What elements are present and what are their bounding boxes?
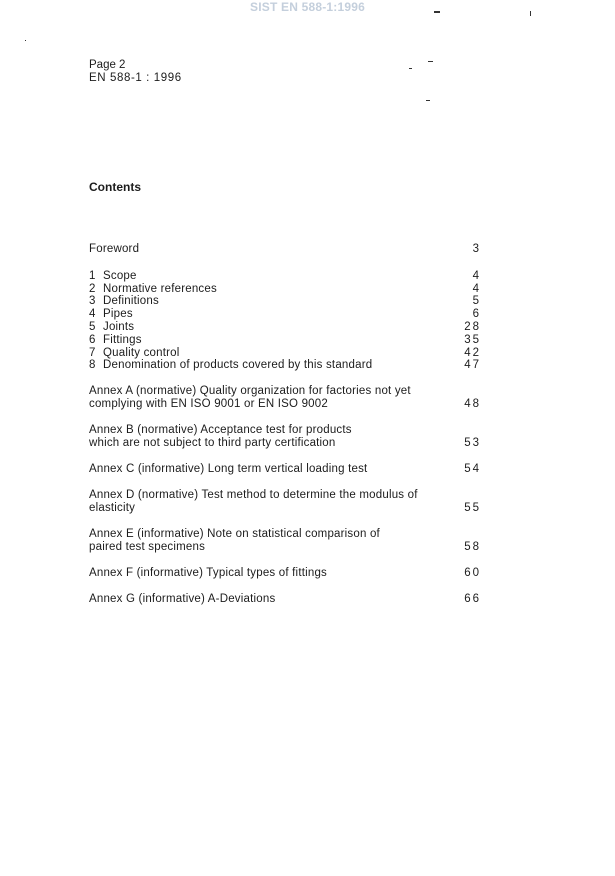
toc-entry-label: Normative references bbox=[103, 282, 217, 295]
toc-page-number: 5 bbox=[472, 295, 481, 308]
clause-number: 1 bbox=[89, 269, 96, 282]
clause-number: 4 bbox=[89, 308, 96, 321]
annex-title: Annex A (normative) Quality organization for factories not yet bbox=[89, 385, 411, 398]
standard-reference: EN 588-1 : 1996 bbox=[89, 72, 182, 84]
annex-title: Annex B (normative) Acceptance test for products bbox=[89, 424, 352, 437]
toc-entry-label: Scope bbox=[103, 269, 137, 282]
toc-annex-g[interactable] bbox=[89, 593, 479, 606]
page-header bbox=[89, 59, 182, 85]
toc-clause[interactable] bbox=[89, 308, 479, 321]
annex-title-continued: complying with EN ISO 9001 or EN ISO 9002 bbox=[89, 398, 328, 411]
toc-annex-e[interactable] bbox=[89, 528, 479, 554]
toc-annex-a[interactable] bbox=[89, 385, 479, 411]
scan-speck bbox=[428, 61, 433, 62]
toc-page-number: 55 bbox=[464, 502, 481, 515]
toc-entry-label: Denomination of products covered by this standard bbox=[103, 359, 373, 372]
toc-foreword[interactable] bbox=[89, 243, 479, 256]
annex-title: Annex G (informative) A-Deviations bbox=[89, 593, 276, 606]
scan-speck bbox=[426, 100, 430, 101]
toc-page-number: 4 bbox=[472, 282, 481, 295]
toc-clause[interactable] bbox=[89, 359, 479, 372]
toc-page-number: 6 bbox=[472, 308, 481, 321]
toc-page-number: 28 bbox=[464, 320, 481, 333]
toc-annex-b[interactable] bbox=[89, 424, 479, 450]
toc-page-number: 47 bbox=[464, 359, 481, 372]
toc-clause[interactable] bbox=[89, 270, 479, 283]
toc-clause[interactable] bbox=[89, 347, 479, 360]
toc-page-number: 35 bbox=[464, 333, 481, 346]
toc-clause[interactable] bbox=[89, 334, 479, 347]
toc-clause[interactable] bbox=[89, 295, 479, 308]
toc-page-number: 53 bbox=[464, 437, 481, 450]
toc-entry-label: Definitions bbox=[103, 295, 159, 308]
watermark: SIST EN 588-1:1996 bbox=[250, 0, 365, 14]
table-of-contents bbox=[89, 243, 479, 606]
annex-title: Annex E (informative) Note on statistical comparison of bbox=[89, 528, 380, 541]
toc-clause[interactable] bbox=[89, 321, 479, 334]
toc-page-number: 54 bbox=[464, 463, 481, 476]
contents-heading: Contents bbox=[89, 180, 141, 194]
toc-annex-f[interactable] bbox=[89, 567, 479, 580]
annex-title-continued: which are not subject to third party certification bbox=[89, 437, 336, 450]
annex-title-continued: elasticity bbox=[89, 502, 136, 515]
toc-page-number: 3 bbox=[472, 243, 481, 255]
clause-number: 2 bbox=[89, 282, 96, 295]
toc-page-number: 42 bbox=[464, 346, 481, 359]
clause-number: 8 bbox=[89, 359, 96, 372]
clause-number: 3 bbox=[89, 295, 96, 308]
toc-entry-label: Fittings bbox=[103, 333, 142, 346]
scan-speck bbox=[409, 68, 412, 69]
annex-title-continued: paired test specimens bbox=[89, 541, 206, 554]
toc-annex-c[interactable] bbox=[89, 463, 479, 476]
clause-number: 5 bbox=[89, 320, 96, 333]
toc-page-number: 60 bbox=[464, 567, 481, 580]
toc-entry-label: Pipes bbox=[103, 308, 133, 321]
toc-annex-d[interactable] bbox=[89, 489, 479, 515]
toc-page-number: 58 bbox=[464, 541, 481, 554]
toc-entry-label: Quality control bbox=[103, 346, 180, 359]
clause-number: 7 bbox=[89, 346, 96, 359]
toc-page-number: 66 bbox=[464, 593, 481, 606]
annex-title: Annex C (informative) Long term vertical loading test bbox=[89, 463, 368, 476]
toc-page-number: 4 bbox=[472, 269, 481, 282]
annex-title: Annex F (informative) Typical types of fittings bbox=[89, 567, 328, 580]
annex-title: Annex D (normative) Test method to determine the modulus of bbox=[89, 489, 418, 502]
scan-speck bbox=[530, 11, 531, 16]
toc-entry-label: Joints bbox=[103, 320, 135, 333]
scan-speck bbox=[434, 11, 440, 13]
toc-entry-label: Foreword bbox=[89, 243, 140, 255]
toc-page-number: 48 bbox=[464, 398, 481, 411]
toc-clause[interactable] bbox=[89, 283, 479, 296]
clause-number: 6 bbox=[89, 333, 96, 346]
page-number: Page 2 bbox=[89, 59, 126, 71]
scan-speck bbox=[25, 40, 26, 41]
